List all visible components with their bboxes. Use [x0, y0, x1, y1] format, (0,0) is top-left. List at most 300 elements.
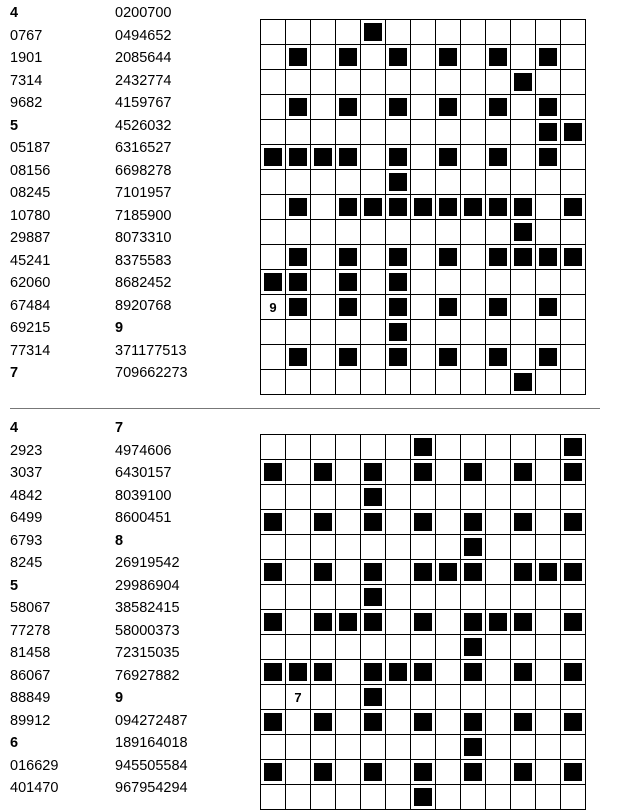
grid-cell[interactable] [336, 585, 361, 610]
grid-cell[interactable] [286, 485, 311, 510]
black-square [511, 660, 536, 685]
grid-cell[interactable] [561, 485, 586, 510]
grid-cell[interactable] [361, 370, 386, 395]
grid-cell[interactable] [336, 485, 361, 510]
grid-cell[interactable] [536, 685, 561, 710]
grid-cell[interactable] [536, 195, 561, 220]
grid-cell[interactable] [486, 435, 511, 460]
grid-cell[interactable] [361, 70, 386, 95]
grid-cell[interactable] [411, 120, 436, 145]
grid-cell[interactable] [336, 760, 361, 785]
grid-cell[interactable] [336, 70, 361, 95]
grid-cell[interactable] [561, 295, 586, 320]
grid-cell[interactable] [561, 70, 586, 95]
grid-cell[interactable] [286, 220, 311, 245]
grid-cell[interactable] [436, 20, 461, 45]
clue-number: 81458 [10, 645, 51, 661]
grid-cell[interactable] [486, 660, 511, 685]
grid-cell[interactable] [311, 435, 336, 460]
grid-cell[interactable] [311, 220, 336, 245]
grid-cell[interactable] [561, 95, 586, 120]
black-square [461, 735, 486, 760]
grid-cell[interactable] [536, 270, 561, 295]
grid-cell[interactable] [411, 635, 436, 660]
grid-cell[interactable] [411, 485, 436, 510]
grid-cell[interactable] [461, 785, 486, 810]
grid-cell[interactable] [461, 70, 486, 95]
clue-number: 3037 [10, 465, 43, 481]
grid-cell[interactable] [411, 320, 436, 345]
grid-cell[interactable] [536, 735, 561, 760]
black-square [286, 660, 311, 685]
grid-cell[interactable] [561, 220, 586, 245]
grid-cell[interactable] [411, 535, 436, 560]
grid-cell[interactable] [561, 535, 586, 560]
clue-column-right [115, 2, 188, 385]
grid-cell[interactable] [561, 45, 586, 70]
clue-number: 8600451 [115, 510, 172, 526]
grid-cell[interactable] [461, 585, 486, 610]
grid-cell[interactable] [461, 320, 486, 345]
grid-cell[interactable] [511, 435, 536, 460]
grid-cell[interactable] [311, 70, 336, 95]
grid-cell[interactable] [436, 735, 461, 760]
black-square [361, 660, 386, 685]
grid-cell[interactable] [511, 270, 536, 295]
grid-cell[interactable] [261, 370, 286, 395]
grid-cell[interactable] [561, 370, 586, 395]
grid-cell[interactable] [486, 120, 511, 145]
grid-cell[interactable] [261, 320, 286, 345]
black-square [361, 485, 386, 510]
grid-cell[interactable] [336, 460, 361, 485]
grid-cell[interactable] [536, 220, 561, 245]
grid-cell[interactable] [461, 485, 486, 510]
grid-cell[interactable] [436, 610, 461, 635]
grid-cell[interactable] [311, 735, 336, 760]
grid-cell[interactable] [411, 220, 436, 245]
grid-cell[interactable] [261, 685, 286, 710]
grid-cell[interactable] [286, 785, 311, 810]
grid-cell[interactable] [336, 535, 361, 560]
grid-cell[interactable] [361, 45, 386, 70]
grid-cell[interactable] [336, 510, 361, 535]
grid-cell[interactable] [536, 460, 561, 485]
clue-column-left [10, 417, 58, 800]
black-square [336, 195, 361, 220]
grid-cell[interactable] [486, 270, 511, 295]
grid-cell[interactable] [311, 685, 336, 710]
grid-cell[interactable] [311, 20, 336, 45]
grid-cell[interactable] [536, 20, 561, 45]
grid-cell[interactable] [361, 785, 386, 810]
grid-cell[interactable] [386, 70, 411, 95]
grid-cell[interactable] [286, 685, 311, 710]
grid-cell[interactable] [336, 320, 361, 345]
grid-cell[interactable] [286, 120, 311, 145]
grid-cell[interactable] [486, 485, 511, 510]
grid-cell[interactable] [261, 45, 286, 70]
grid-cell[interactable] [411, 145, 436, 170]
grid-cell[interactable] [436, 785, 461, 810]
grid-cell[interactable] [336, 370, 361, 395]
grid-cell[interactable] [286, 460, 311, 485]
grid-cell[interactable] [336, 220, 361, 245]
grid-cell[interactable] [411, 45, 436, 70]
grid-cell[interactable] [286, 760, 311, 785]
grid-cell[interactable] [311, 785, 336, 810]
grid-cell[interactable] [311, 535, 336, 560]
grid-cell[interactable] [261, 585, 286, 610]
grid-cell[interactable] [386, 785, 411, 810]
grid-cell[interactable] [436, 460, 461, 485]
grid-cell[interactable] [411, 270, 436, 295]
clue-length-header: 5 [10, 117, 19, 134]
grid-cell[interactable] [411, 585, 436, 610]
grid-cell[interactable] [486, 635, 511, 660]
grid-cell[interactable] [386, 535, 411, 560]
grid-cell[interactable] [561, 735, 586, 760]
grid-cell[interactable] [361, 635, 386, 660]
grid-cell[interactable] [361, 220, 386, 245]
grid-cell[interactable] [386, 220, 411, 245]
grid-cell[interactable] [511, 585, 536, 610]
grid-cell[interactable] [461, 120, 486, 145]
black-square [336, 270, 361, 295]
grid-cell[interactable] [411, 345, 436, 370]
grid-cell[interactable] [261, 435, 286, 460]
black-square [536, 120, 561, 145]
grid-cell[interactable] [361, 145, 386, 170]
grid-cell[interactable] [336, 735, 361, 760]
grid-cell[interactable] [336, 435, 361, 460]
grid-cell[interactable] [511, 735, 536, 760]
grid-cell[interactable] [311, 170, 336, 195]
black-square [411, 195, 436, 220]
black-square [561, 435, 586, 460]
grid-cell[interactable] [461, 345, 486, 370]
black-square [286, 295, 311, 320]
grid-cell[interactable] [336, 560, 361, 585]
grid-cell[interactable] [536, 435, 561, 460]
grid-cell[interactable] [436, 535, 461, 560]
grid-cell[interactable] [386, 710, 411, 735]
grid-cell[interactable] [561, 270, 586, 295]
grid-cell[interactable] [311, 635, 336, 660]
grid-cell[interactable] [536, 535, 561, 560]
grid-cell[interactable] [336, 710, 361, 735]
grid-cell[interactable] [386, 760, 411, 785]
grid-cell[interactable] [286, 610, 311, 635]
grid-cell[interactable] [411, 245, 436, 270]
grid-cell[interactable] [261, 195, 286, 220]
clue-number: 4159767 [115, 95, 172, 111]
grid-cell[interactable] [486, 370, 511, 395]
grid-cell[interactable] [511, 45, 536, 70]
grid-cell[interactable] [261, 70, 286, 95]
grid-cell[interactable] [336, 120, 361, 145]
clue-number: 86067 [10, 667, 51, 684]
grid-cell[interactable] [411, 170, 436, 195]
grid-cell[interactable] [261, 295, 286, 320]
grid-cell[interactable] [436, 660, 461, 685]
grid-cell[interactable] [386, 510, 411, 535]
grid-cell[interactable] [486, 170, 511, 195]
grid-cell[interactable] [486, 560, 511, 585]
grid-cell[interactable] [386, 20, 411, 45]
grid-cell[interactable] [561, 20, 586, 45]
grid-cell[interactable] [486, 20, 511, 45]
grid-cell[interactable] [386, 435, 411, 460]
grid-cell[interactable] [436, 710, 461, 735]
grid-cell[interactable] [311, 320, 336, 345]
grid-cell[interactable] [411, 735, 436, 760]
grid-cell[interactable] [436, 220, 461, 245]
grid-cell[interactable] [561, 635, 586, 660]
grid-cell[interactable] [286, 560, 311, 585]
grid-cell[interactable] [336, 660, 361, 685]
grid-cell[interactable] [436, 685, 461, 710]
grid-cell[interactable] [511, 120, 536, 145]
black-square [461, 535, 486, 560]
grid-cell[interactable] [386, 460, 411, 485]
grid-cell[interactable] [486, 460, 511, 485]
grid-cell[interactable] [286, 535, 311, 560]
grid-cell[interactable] [436, 585, 461, 610]
black-square [411, 785, 436, 810]
black-square [261, 460, 286, 485]
grid-cell[interactable] [436, 270, 461, 295]
grid-cell[interactable] [436, 320, 461, 345]
grid-cell[interactable] [436, 635, 461, 660]
grid-cell[interactable] [286, 635, 311, 660]
grid-cell[interactable] [536, 660, 561, 685]
grid-cell[interactable] [436, 485, 461, 510]
grid-cell[interactable] [461, 295, 486, 320]
grid-cell[interactable] [461, 435, 486, 460]
grid-cell[interactable] [311, 345, 336, 370]
grid-cell[interactable] [286, 170, 311, 195]
grid-cell[interactable] [336, 685, 361, 710]
grid-cell[interactable] [486, 735, 511, 760]
grid-cell[interactable] [486, 320, 511, 345]
grid-cell[interactable] [361, 295, 386, 320]
grid-cell[interactable] [311, 585, 336, 610]
black-square [286, 245, 311, 270]
grid-cell[interactable] [361, 120, 386, 145]
grid-cell[interactable] [561, 320, 586, 345]
grid-cell[interactable] [536, 70, 561, 95]
grid-cell[interactable] [261, 635, 286, 660]
grid-cell[interactable] [361, 535, 386, 560]
grid-cell[interactable] [536, 510, 561, 535]
grid-cell[interactable] [411, 295, 436, 320]
given-digit: 7 [294, 689, 302, 705]
grid-cell[interactable] [536, 610, 561, 635]
grid-cell[interactable] [361, 320, 386, 345]
grid-cell[interactable] [511, 95, 536, 120]
grid-cell[interactable] [436, 170, 461, 195]
grid-cell[interactable] [561, 145, 586, 170]
grid-cell[interactable] [486, 785, 511, 810]
grid-cell[interactable] [511, 345, 536, 370]
grid-cell[interactable] [261, 785, 286, 810]
grid-cell[interactable] [461, 370, 486, 395]
grid-cell[interactable] [486, 685, 511, 710]
grid-cell[interactable] [311, 245, 336, 270]
grid-cell[interactable] [386, 635, 411, 660]
grid-cell[interactable] [436, 510, 461, 535]
grid-cell[interactable] [386, 685, 411, 710]
grid-cell[interactable] [486, 585, 511, 610]
grid-cell[interactable] [536, 710, 561, 735]
clue-number: 45241 [10, 252, 51, 269]
grid-cell[interactable] [261, 170, 286, 195]
grid-cell[interactable] [361, 735, 386, 760]
grid-cell[interactable] [461, 245, 486, 270]
grid-cell[interactable] [436, 370, 461, 395]
grid-cell[interactable] [411, 70, 436, 95]
grid-cell[interactable] [561, 170, 586, 195]
clue-number: 26919542 [115, 555, 180, 571]
grid-cell[interactable] [436, 120, 461, 145]
grid-cell[interactable] [311, 270, 336, 295]
black-square [511, 70, 536, 95]
grid-cell[interactable] [461, 95, 486, 120]
grid-cell[interactable] [336, 20, 361, 45]
grid-cell[interactable] [261, 20, 286, 45]
black-square [511, 370, 536, 395]
grid-cell[interactable] [536, 170, 561, 195]
grid-cell[interactable] [386, 585, 411, 610]
grid-cell[interactable] [261, 485, 286, 510]
black-square [286, 345, 311, 370]
grid-cell[interactable] [311, 485, 336, 510]
grid-cell[interactable] [261, 735, 286, 760]
grid-cell[interactable] [311, 45, 336, 70]
clue-length-header: 7 [115, 420, 124, 436]
grid-cell[interactable] [436, 760, 461, 785]
black-square [411, 660, 436, 685]
grid-cell[interactable] [461, 145, 486, 170]
grid-cell[interactable] [436, 70, 461, 95]
grid-cell[interactable] [561, 585, 586, 610]
grid-cell[interactable] [311, 120, 336, 145]
grid-cell[interactable] [486, 220, 511, 245]
grid-cell[interactable] [261, 95, 286, 120]
grid-cell[interactable] [511, 635, 536, 660]
grid-cell[interactable] [386, 610, 411, 635]
grid-cell[interactable] [511, 145, 536, 170]
grid-cell[interactable] [536, 785, 561, 810]
grid-cell[interactable] [461, 685, 486, 710]
grid-cell[interactable] [311, 195, 336, 220]
grid-cell[interactable] [261, 345, 286, 370]
grid-cell[interactable] [311, 95, 336, 120]
grid-cell[interactable] [411, 370, 436, 395]
grid-cell[interactable] [286, 20, 311, 45]
grid-cell[interactable] [336, 170, 361, 195]
grid-cell[interactable] [386, 560, 411, 585]
grid-cell[interactable] [311, 295, 336, 320]
grid-cell[interactable] [261, 220, 286, 245]
grid-cell[interactable] [286, 585, 311, 610]
grid-cell[interactable] [486, 760, 511, 785]
grid-cell[interactable] [261, 245, 286, 270]
grid-cell[interactable] [536, 635, 561, 660]
clue-number: 8920768 [115, 297, 172, 314]
clue-number: 6430157 [115, 465, 172, 481]
grid-cell[interactable] [536, 760, 561, 785]
black-square [386, 95, 411, 120]
grid-cell[interactable] [461, 170, 486, 195]
grid-cell[interactable] [461, 20, 486, 45]
grid-cell[interactable] [336, 635, 361, 660]
grid-cell[interactable] [511, 535, 536, 560]
grid-cell[interactable] [361, 95, 386, 120]
grid-cell[interactable] [486, 510, 511, 535]
grid-cell[interactable] [361, 270, 386, 295]
grid-cell[interactable] [511, 320, 536, 345]
grid-cell[interactable] [286, 370, 311, 395]
grid-cell[interactable] [361, 435, 386, 460]
grid-cell[interactable] [536, 320, 561, 345]
grid-cell[interactable] [386, 735, 411, 760]
grid-cell[interactable] [536, 370, 561, 395]
clue-number: 7101957 [115, 185, 172, 201]
grid-cell[interactable] [461, 45, 486, 70]
grid-cell[interactable] [361, 170, 386, 195]
grid-cell[interactable] [311, 370, 336, 395]
grid-cell[interactable] [511, 170, 536, 195]
grid-cell[interactable] [286, 320, 311, 345]
grid-cell[interactable] [411, 20, 436, 45]
grid-cell[interactable] [511, 685, 536, 710]
grid-cell[interactable] [386, 370, 411, 395]
black-square [411, 760, 436, 785]
grid-cell[interactable] [536, 485, 561, 510]
grid-cell[interactable] [511, 785, 536, 810]
grid-cell[interactable] [286, 735, 311, 760]
grid-cell[interactable] [486, 535, 511, 560]
grid-cell[interactable] [386, 120, 411, 145]
grid-cell[interactable] [511, 485, 536, 510]
grid-cell[interactable] [361, 245, 386, 270]
grid-cell[interactable] [411, 685, 436, 710]
grid-cell[interactable] [511, 295, 536, 320]
grid-cell[interactable] [486, 710, 511, 735]
grid-cell[interactable] [561, 345, 586, 370]
grid-cell[interactable] [536, 585, 561, 610]
grid-cell[interactable] [286, 70, 311, 95]
grid-cell[interactable] [461, 270, 486, 295]
grid-cell[interactable] [336, 785, 361, 810]
grid-cell[interactable] [561, 685, 586, 710]
grid-cell[interactable] [286, 435, 311, 460]
grid-cell[interactable] [261, 535, 286, 560]
grid-cell[interactable] [411, 95, 436, 120]
grid-cell[interactable] [386, 485, 411, 510]
grid-cell[interactable] [436, 435, 461, 460]
grid-cell[interactable] [511, 20, 536, 45]
grid-cell[interactable] [361, 345, 386, 370]
grid-cell[interactable] [561, 785, 586, 810]
grid-cell[interactable] [261, 120, 286, 145]
grid-cell[interactable] [286, 510, 311, 535]
grid-cell[interactable] [461, 220, 486, 245]
grid-cell[interactable] [286, 710, 311, 735]
grid-cell[interactable] [486, 70, 511, 95]
